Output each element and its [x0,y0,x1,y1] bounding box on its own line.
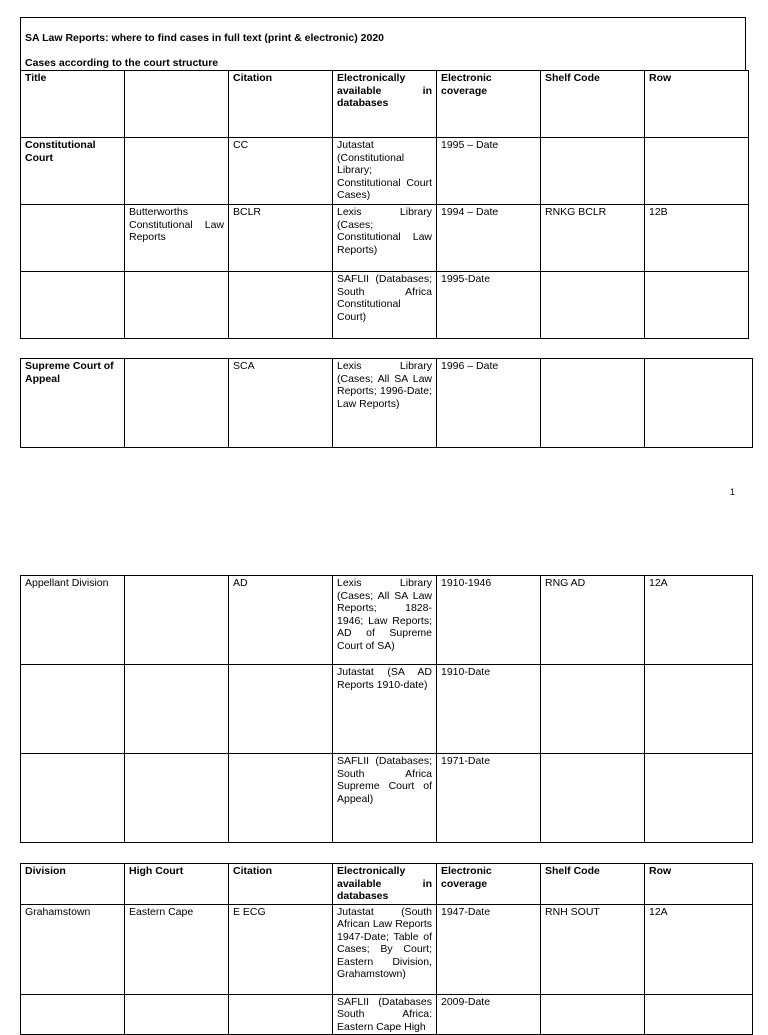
table-cell [125,359,229,448]
table-row [21,138,749,205]
table-cell: SAFLII (Databases; South Africa Constitutional Court) [333,272,437,339]
header-cell: Electronic coverage [437,864,541,905]
table-cell: 1996 – Date [437,359,541,448]
table-cell [21,272,125,339]
high-court-table [20,863,752,1035]
header-cell: Electronically available in databases [333,864,437,905]
table-cell [125,754,229,843]
table-cell: Grahamstown [21,904,125,994]
table-cell: 1910-Date [437,665,541,754]
table-header-row [21,71,749,138]
table-row [21,904,753,994]
table-cell: RNKG BCLR [541,205,645,272]
table-cell [645,994,753,1035]
header-cell: Title [21,71,125,138]
table-cell [645,272,749,339]
header-cell: Shelf Code [541,71,645,138]
header-cell: High Court [125,864,229,905]
supreme-court-of-appeal-table [20,358,752,448]
table-row [21,994,753,1035]
table-cell: Lexis Library (Cases; All SA Law Reports; 1996-Date; Law Reports) [333,359,437,448]
document-subtitle: Cases according to the court structure [25,57,219,69]
table-cell [21,205,125,272]
table-cell: Appellant Division [21,576,125,665]
document-title: SA Law Reports: where to find cases in full text (print & electronic) 2020 [25,32,385,44]
table-cell: RNH SOUT [541,904,645,994]
table-cell [645,754,753,843]
table-cell: 12A [645,576,753,665]
table-cell: Lexis Library (Cases; All SA Law Reports; 1828-1946; Law Reports; AD of Supreme Court of SA) [333,576,437,665]
table-cell [125,272,229,339]
table-cell: Jutastat (SA AD Reports 1910-date) [333,665,437,754]
table-cell: Supreme Court of Appeal [21,359,125,448]
table-cell: 12A [645,904,753,994]
table-cell [125,665,229,754]
header-cell: Division [21,864,125,905]
table-cell: 1995-Date [437,272,541,339]
table-cell [21,754,125,843]
table-cell: E ECG [229,904,333,994]
table-cell: Constitutional Court [21,138,125,205]
table-cell: 1947-Date [437,904,541,994]
table-header-row [21,864,753,905]
table-cell [125,138,229,205]
table-cell: SAFLII (Databases South Africa: Eastern Cape High [333,994,437,1035]
table-row [21,665,753,754]
table-cell [541,994,645,1035]
table-cell [229,665,333,754]
table-cell [229,994,333,1035]
table-row [21,272,749,339]
header-cell: Citation [229,71,333,138]
document-header [20,17,746,70]
table-cell: SAFLII (Databases; South Africa Supreme Court of Appeal) [333,754,437,843]
table-cell: 1994 – Date [437,205,541,272]
table-cell: RNG AD [541,576,645,665]
header-cell: Row [645,71,749,138]
table-cell [645,359,753,448]
table-cell [229,754,333,843]
header-cell [125,71,229,138]
table-cell [21,994,125,1035]
table-cell [21,665,125,754]
table-cell: BCLR [229,205,333,272]
table-cell: Eastern Cape [125,904,229,994]
table-row [21,576,753,665]
table-cell: CC [229,138,333,205]
table-cell: 2009-Date [437,994,541,1035]
table-cell: 1995 – Date [437,138,541,205]
table-cell [541,359,645,448]
table-cell: Jutastat (Constitutional Library; Constitutional Court Cases) [333,138,437,205]
header-cell: Shelf Code [541,864,645,905]
table-cell [541,754,645,843]
table-row [21,205,749,272]
table-cell: SCA [229,359,333,448]
table-cell: Jutastat (South African Law Reports 1947-Date; Table of Cases; By Court; Eastern Division, Grahamstown) [333,904,437,994]
table-cell [125,994,229,1035]
table-cell: Lexis Library (Cases; Constitutional Law Reports) [333,205,437,272]
table-cell [541,138,645,205]
table-row [21,754,753,843]
table-cell [645,138,749,205]
header-cell: Electronic coverage [437,71,541,138]
table-cell: 1910-1946 [437,576,541,665]
table-cell: 1971-Date [437,754,541,843]
constitutional-court-table [20,70,748,339]
table-row [21,359,753,448]
table-cell [229,272,333,339]
table-cell [541,665,645,754]
table-cell: AD [229,576,333,665]
header-cell: Row [645,864,753,905]
table-cell [541,272,645,339]
table-cell: Butterworths Constitutional Law Reports [125,205,229,272]
table-cell [125,576,229,665]
table-cell [645,665,753,754]
table-cell: 12B [645,205,749,272]
appellant-division-table [20,575,752,843]
header-cell: Electronically available in databases [333,71,437,138]
header-cell: Citation [229,864,333,905]
page-number: 1 [730,487,736,497]
